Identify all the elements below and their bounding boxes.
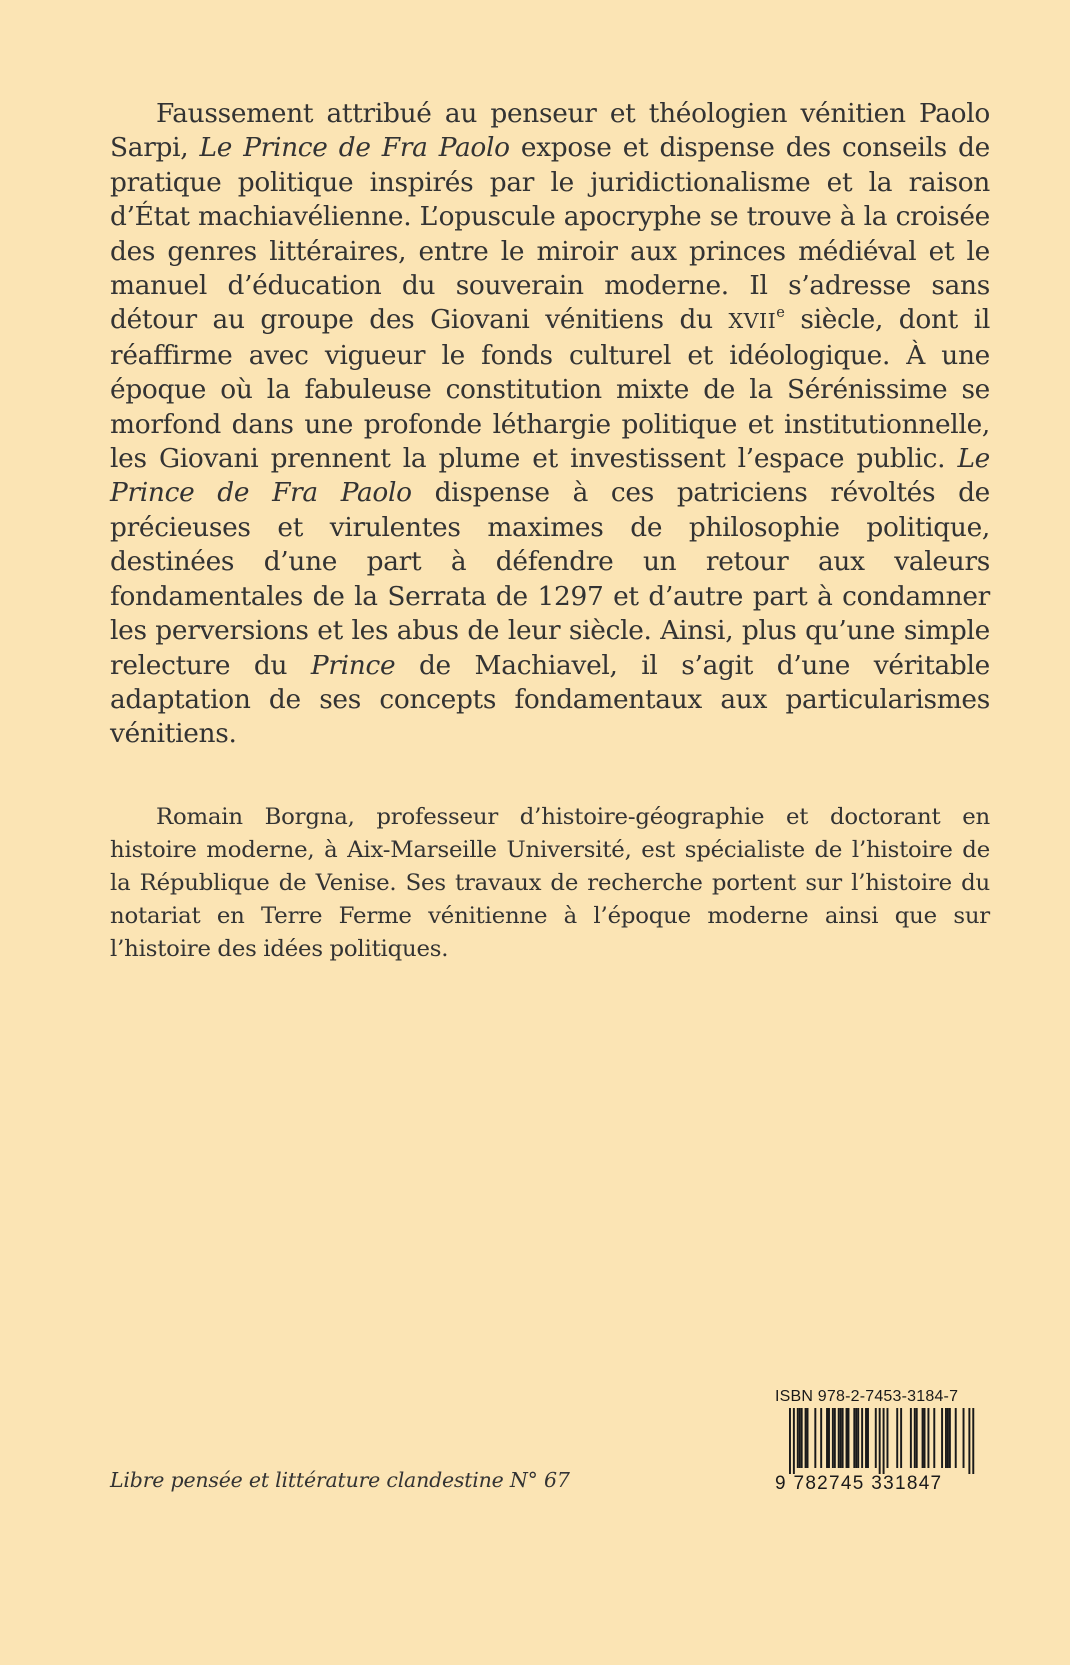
barcode-bar — [914, 1408, 916, 1468]
barcode-bar — [922, 1408, 924, 1468]
barcode-bar — [879, 1408, 881, 1474]
barcode-bar — [807, 1408, 809, 1468]
barcode-bar — [896, 1408, 898, 1468]
barcode-bar — [828, 1408, 830, 1468]
barcode-bar — [826, 1408, 828, 1468]
isbn-barcode — [775, 1388, 981, 1498]
barcode-bar — [846, 1408, 848, 1468]
barcode-bar — [927, 1408, 929, 1468]
barcode-bar — [793, 1408, 795, 1474]
barcode-bar — [947, 1408, 949, 1468]
blurb-text: expose et dispense des conseils de pratique politique inspirés par le juridictionalisme et la raison d’État machiavélienne. L’opuscule apocryphe se trouve à la croisée des genres littéraires, entre le miroir aux princes médiéval et le manuel d’éducation du souverain moderne. Il s’adresse sans détour au groupe des Giovani vénitiens du — [110, 132, 990, 336]
barcode-bar — [801, 1408, 803, 1468]
book-title: Le Prince de Fra Paolo — [199, 132, 510, 164]
barcode-bar — [910, 1408, 912, 1468]
blurb-text: dispense à ces patriciens révoltés de précieuses et virulentes maximes de philosophie politique, destinées d’une part à défendre un retour aux valeurs fondamentales de la Serrata de 1297 et d’autre part à condamner les perversions et les abus de leur siècle. Ainsi, plus qu’une simple relecture du — [110, 477, 990, 681]
barcode-bar — [820, 1408, 822, 1468]
series-label: Libre pensée et littérature clandestine N° 67 — [110, 1468, 570, 1492]
barcode-bar — [963, 1408, 965, 1468]
isbn-number: ISBN 978-2-7453-3184-7 — [775, 1388, 959, 1405]
barcode-bar — [848, 1408, 850, 1468]
barcode-bar — [865, 1408, 867, 1468]
barcode-bar — [799, 1408, 801, 1468]
barcode-bar — [945, 1408, 947, 1468]
barcode-bar — [832, 1408, 834, 1468]
barcode-bar — [797, 1408, 799, 1468]
work-title: Prince — [310, 649, 396, 681]
barcode-bar — [840, 1408, 842, 1468]
barcode-digits: 9 782745 331847 — [775, 1473, 943, 1494]
century-numeral: XVII — [728, 309, 777, 334]
barcode-bar — [968, 1408, 970, 1474]
barcode-bar — [834, 1408, 836, 1468]
back-cover-blurb — [110, 97, 990, 752]
blurb-text: Faussement attribué au penseur et théologien vénitien Paolo Sarpi, — [110, 98, 990, 164]
barcode-bar — [875, 1408, 877, 1468]
barcode-bar — [867, 1408, 869, 1468]
barcode-bar — [857, 1408, 859, 1468]
barcode-bar — [941, 1408, 943, 1468]
barcode-bar — [972, 1408, 974, 1474]
book-title: Le Prince de Fra Paolo — [110, 443, 990, 509]
barcode-bar — [900, 1408, 902, 1468]
author-bio: Romain Borgna, professeur d’histoire-géographie et doctorant en histoire moderne, à Aix-Marseille Université, est spécialiste de l’histoire de la République de Venise. Ses travaux de recherche portent sur l’histoire du notariat en Terre Ferme vénitienne à l’époque moderne ainsi que sur l’histoire des idées politiques. — [110, 804, 990, 962]
barcode-bar — [789, 1408, 791, 1474]
blurb-text: de Machiavel, il s’agit d’une véritable adaptation de ses concepts fondamentaux aux particularismes vénitiens. — [110, 649, 990, 750]
barcode-bar — [916, 1408, 918, 1468]
barcode-bar — [842, 1408, 844, 1468]
barcode-bar — [805, 1408, 807, 1468]
barcode-bar — [924, 1408, 926, 1468]
barcode-bar — [949, 1408, 951, 1468]
barcode-bar — [955, 1408, 957, 1468]
barcode-bar — [855, 1408, 857, 1468]
barcode-bar — [838, 1408, 840, 1468]
blurb-text: siècle, dont il réaffirme avec vigueur le fonds culturel et idéologique. À une époque où la fabuleuse constitution mixte de la Sérénissime se morfond dans une profonde léthargie politique et institutionnelle, les Giovani prennent la plume et investissent l’espace public. — [110, 304, 990, 475]
century-superscript: e — [776, 305, 785, 322]
barcode-bar — [814, 1408, 816, 1468]
barcode-bars — [775, 1408, 981, 1474]
barcode-bar — [883, 1408, 885, 1474]
barcode-bar — [933, 1408, 935, 1468]
barcode-bar — [861, 1408, 863, 1468]
barcode-bar — [887, 1408, 889, 1468]
barcode-bar — [853, 1408, 855, 1468]
